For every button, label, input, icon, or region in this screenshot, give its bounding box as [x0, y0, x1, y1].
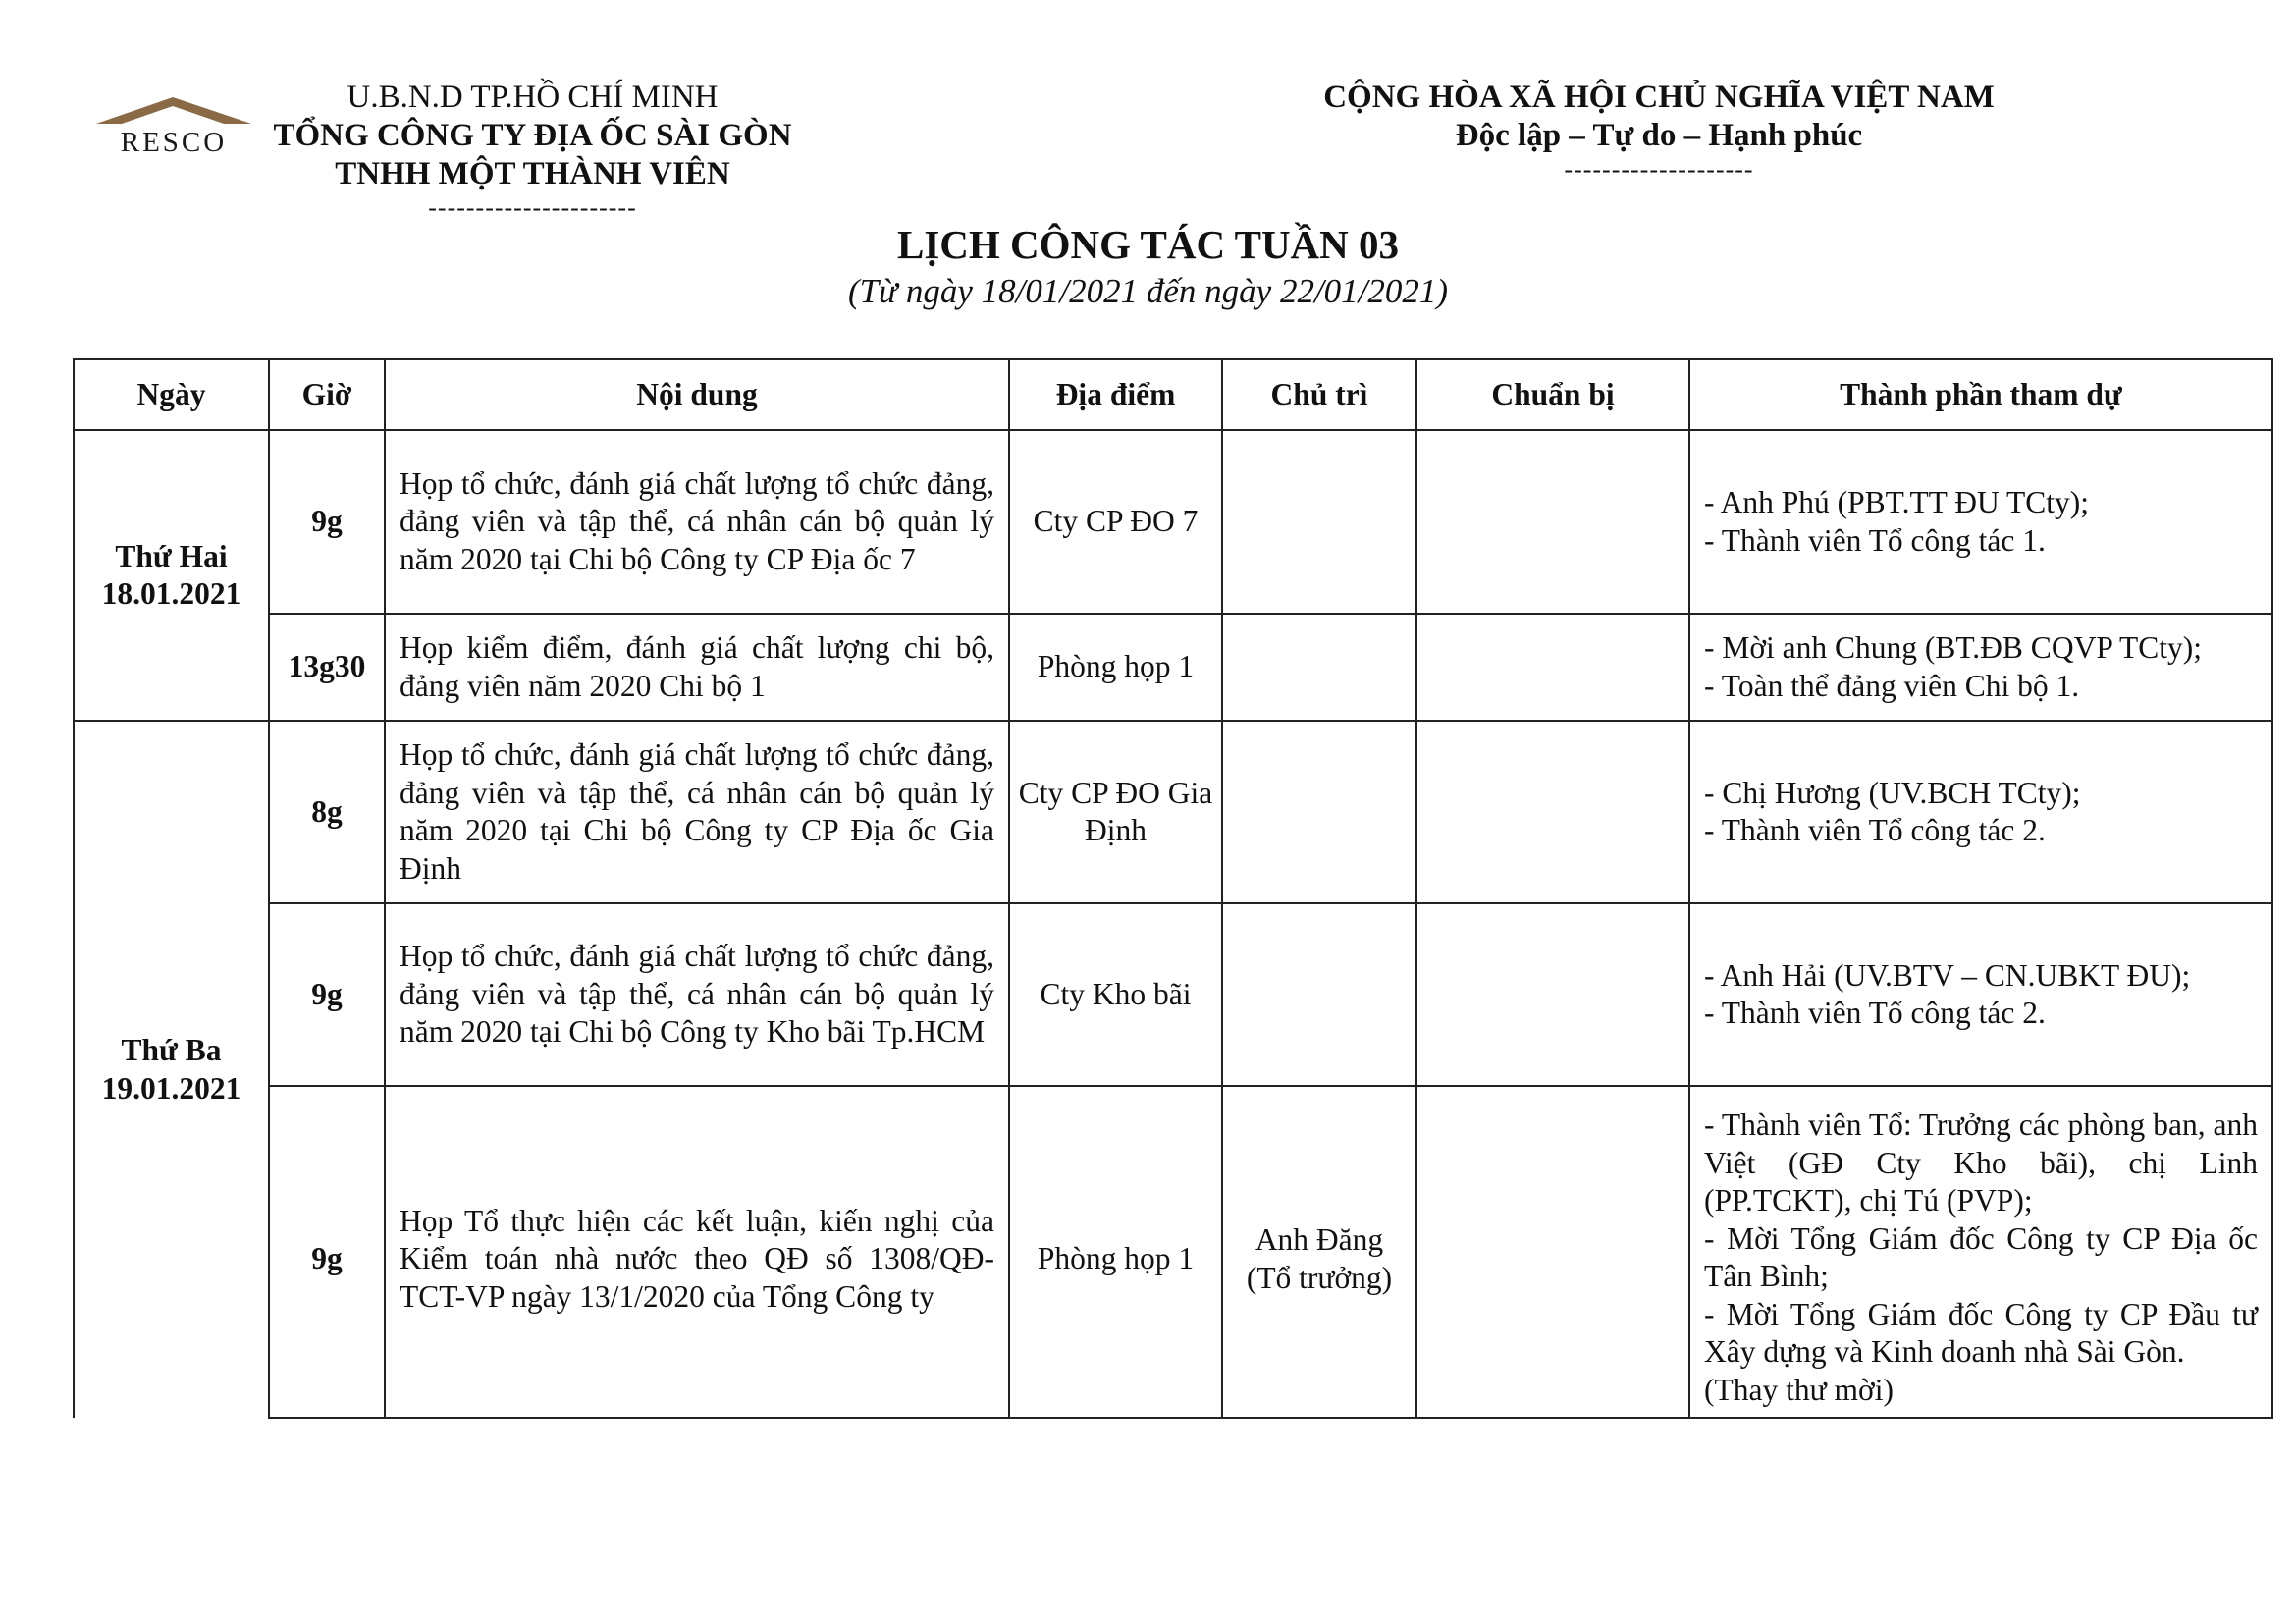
nation-line-1: CỘNG HÒA XÃ HỘI CHỦ NGHĨA VIỆT NAM [1323, 80, 1995, 115]
attendee-line: (Thay thư mời) [1704, 1372, 1894, 1407]
header-chair: Chủ trì [1222, 359, 1416, 430]
header-place: Địa điểm [1009, 359, 1222, 430]
day-date: 18.01.2021 [101, 576, 241, 611]
attendee-line: - Mời Tổng Giám đốc Công ty CP Địa ốc Tân Bình; [1704, 1220, 2258, 1293]
org-line-1: U.B.N.D TP.HỒ CHÍ MINH [347, 80, 719, 115]
time-cell: 9g [269, 1086, 385, 1418]
attendee-line: - Mời anh Chung (BT.ĐB CQVP TCty); [1704, 630, 2202, 665]
time-cell: 9g [269, 430, 385, 614]
place-cell: Cty Kho bãi [1009, 903, 1222, 1086]
chair-cell [1222, 614, 1416, 721]
prepare-cell [1416, 430, 1689, 614]
day-name: Thứ Ba [121, 1033, 222, 1067]
day-cell [74, 721, 269, 1418]
nation-line-2: Độc lập – Tự do – Hạnh phúc [1455, 118, 1863, 153]
document-title: LỊCH CÔNG TÁC TUẦN 03 [896, 222, 1400, 267]
table-row [74, 1086, 2272, 1418]
header-day: Ngày [74, 359, 269, 430]
chair-cell [1222, 430, 1416, 614]
attendees-cell [1689, 614, 2272, 721]
attendee-line: - Thành viên Tổ công tác 2. [1704, 996, 2046, 1030]
attendee-line: - Toàn thể đảng viên Chi bộ 1. [1704, 668, 2080, 703]
attendee-line: - Chị Hương (UV.BCH TCty); [1704, 775, 2081, 810]
org-line-2: TỔNG CÔNG TY ĐỊA ỐC SÀI GÒN [273, 118, 792, 153]
org-divider: ---------------------- [428, 193, 637, 222]
day-cell [74, 430, 269, 721]
nation-divider: -------------------- [1564, 155, 1754, 184]
chair-cell: Anh Đăng (Tổ trưởng) [1222, 1086, 1416, 1418]
attendee-line: - Thành viên Tổ công tác 1. [1704, 522, 2046, 558]
attendee-line: - Anh Phú (PBT.TT ĐU TCty); [1704, 485, 2090, 519]
schedule-table [73, 358, 2273, 1419]
prepare-cell [1416, 721, 1689, 903]
table-row [74, 614, 2272, 721]
attendees-cell [1689, 430, 2272, 614]
header-attendees: Thành phần tham dự [1689, 359, 2272, 430]
attendee-line: - Anh Hải (UV.BTV – CN.UBKT ĐU); [1704, 957, 2191, 993]
content-cell: Họp tổ chức, đánh giá chất lượng tổ chức đảng, đảng viên và tập thể, cá nhân cán bộ quản lý năm 2020 tại Chi bộ Công ty Kho bãi Tp.HCM [385, 903, 1009, 1086]
prepare-cell [1416, 903, 1689, 1086]
place-cell: Phòng họp 1 [1009, 614, 1222, 721]
prepare-cell [1416, 614, 1689, 721]
place-cell: Cty CP ĐO 7 [1009, 430, 1222, 614]
time-cell: 9g [269, 903, 385, 1086]
table-row [74, 721, 2272, 903]
attendees-cell [1689, 1086, 2272, 1418]
attendees-cell [1689, 721, 2272, 903]
attendees-cell [1689, 903, 2272, 1086]
org-line-3: TNHH MỘT THÀNH VIÊN [335, 156, 730, 191]
content-cell: Họp Tổ thực hiện các kết luận, kiến nghị của Kiểm toán nhà nước theo QĐ số 1308/QĐ-TCT-VP ngày 13/1/2020 của Tổng Công ty [385, 1086, 1009, 1418]
header-time: Giờ [269, 359, 385, 430]
content-cell: Họp tổ chức, đánh giá chất lượng tổ chức đảng, đảng viên và tập thể, cá nhân cán bộ quản lý năm 2020 tại Chi bộ Công ty CP Địa ốc Gia Định [385, 721, 1009, 903]
logo-text: RESCO [120, 127, 228, 158]
company-logo [92, 94, 255, 159]
place-cell: Cty CP ĐO Gia Định [1009, 721, 1222, 903]
attendee-line: - Mời Tổng Giám đốc Công ty CP Đầu tư Xây dựng và Kinh doanh nhà Sài Gòn. [1704, 1296, 2258, 1369]
table-row [74, 903, 2272, 1086]
chair-cell [1222, 903, 1416, 1086]
content-cell: Họp kiểm điểm, đánh giá chất lượng chi bộ, đảng viên năm 2020 Chi bộ 1 [385, 614, 1009, 721]
national-header [1286, 79, 2032, 185]
attendee-line: - Thành viên Tổ công tác 2. [1704, 813, 2046, 847]
prepare-cell [1416, 1086, 1689, 1418]
time-cell: 13g30 [269, 614, 385, 721]
day-name: Thứ Hai [115, 538, 228, 573]
document-subtitle: (Từ ngày 18/01/2021 đến ngày 22/01/2021) [847, 272, 1449, 310]
organization-header [265, 79, 800, 223]
header-prepare: Chuẩn bị [1416, 359, 1689, 430]
attendee-line: - Thành viên Tổ: Trưởng các phòng ban, anh Việt (GĐ Cty Kho bãi), chị Linh (PP.TCKT), chị Tú (PVP); [1704, 1108, 2258, 1218]
content-cell: Họp tổ chức, đánh giá chất lượng tổ chức đảng, đảng viên và tập thể, cá nhân cán bộ quản lý năm 2020 tại Chi bộ Công ty CP Địa ốc 7 [385, 430, 1009, 614]
header-content: Nội dung [385, 359, 1009, 430]
time-cell: 8g [269, 721, 385, 903]
table-row [74, 430, 2272, 614]
day-date: 19.01.2021 [101, 1070, 241, 1106]
table-header-row [74, 359, 2272, 430]
chair-cell [1222, 721, 1416, 903]
place-cell: Phòng họp 1 [1009, 1086, 1222, 1418]
